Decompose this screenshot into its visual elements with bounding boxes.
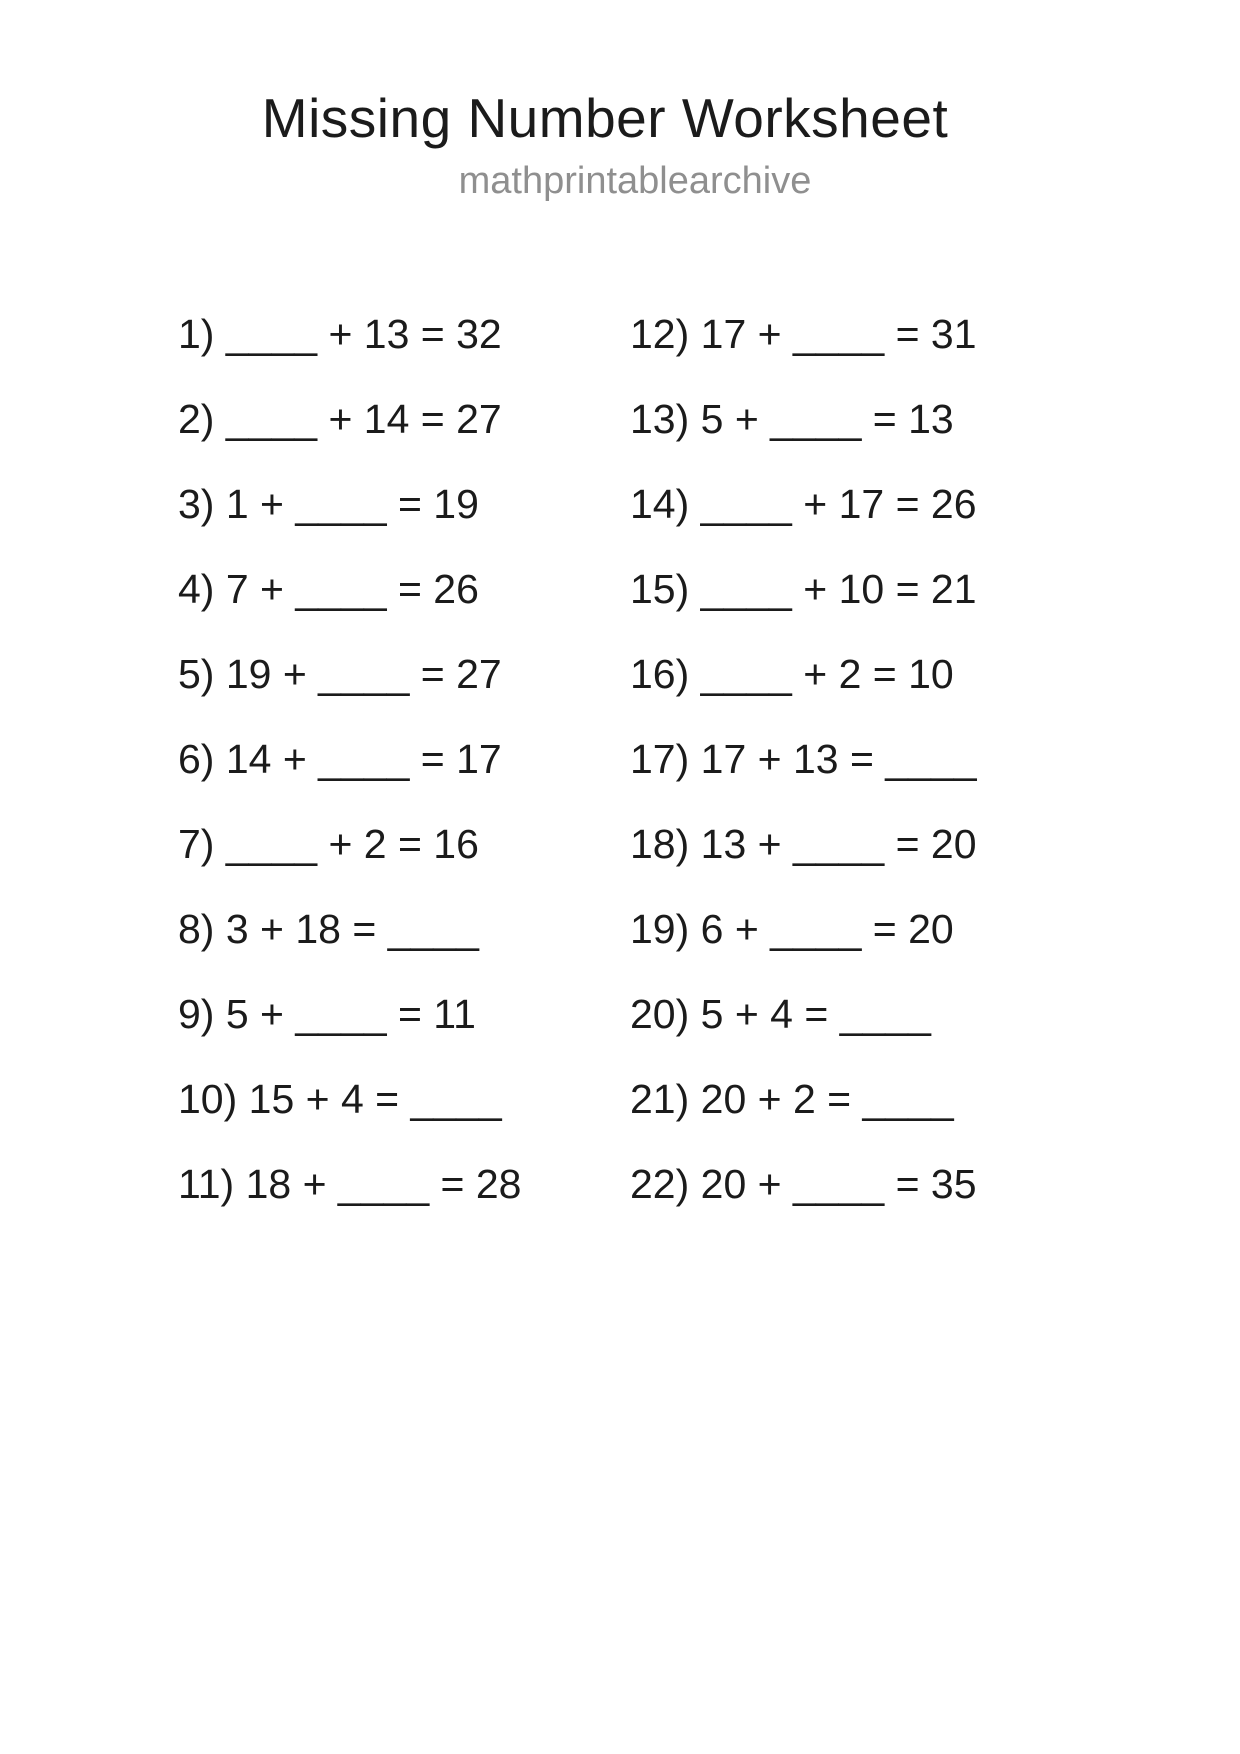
problems-grid <box>178 292 977 1227</box>
problem-14: 14) ____ + 17 = 26 <box>630 481 977 527</box>
problem-19: 19) 6 + ____ = 20 <box>630 906 954 952</box>
problem-7: 7) ____ + 2 = 16 <box>178 821 479 867</box>
problem-2: 2) ____ + 14 = 27 <box>178 396 502 442</box>
problem-17: 17) 17 + 13 = ____ <box>630 736 977 782</box>
problem-3: 3) 1 + ____ = 19 <box>178 481 479 527</box>
problem-16: 16) ____ + 2 = 10 <box>630 651 954 697</box>
page-title: Missing Number Worksheet <box>261 87 949 149</box>
problem-15: 15) ____ + 10 = 21 <box>630 566 977 612</box>
problem-8: 8) 3 + 18 = ____ <box>178 906 479 952</box>
problem-18: 18) 13 + ____ = 20 <box>630 821 977 867</box>
problem-12: 12) 17 + ____ = 31 <box>630 311 977 357</box>
problem-6: 6) 14 + ____ = 17 <box>178 736 502 782</box>
problem-21: 21) 20 + 2 = ____ <box>630 1076 954 1122</box>
problem-9: 9) 5 + ____ = 11 <box>178 991 476 1037</box>
problem-11: 11) 18 + ____ = 28 <box>178 1161 522 1207</box>
problem-22: 22) 20 + ____ = 35 <box>630 1161 977 1207</box>
problem-13: 13) 5 + ____ = 13 <box>630 396 954 442</box>
problem-1: 1) ____ + 13 = 32 <box>178 311 502 357</box>
page-subtitle: mathprintablearchive <box>458 160 812 202</box>
problem-20: 20) 5 + 4 = ____ <box>630 991 931 1037</box>
problem-5: 5) 19 + ____ = 27 <box>178 651 502 697</box>
problem-4: 4) 7 + ____ = 26 <box>178 566 479 612</box>
problem-10: 10) 15 + 4 = ____ <box>178 1076 502 1122</box>
